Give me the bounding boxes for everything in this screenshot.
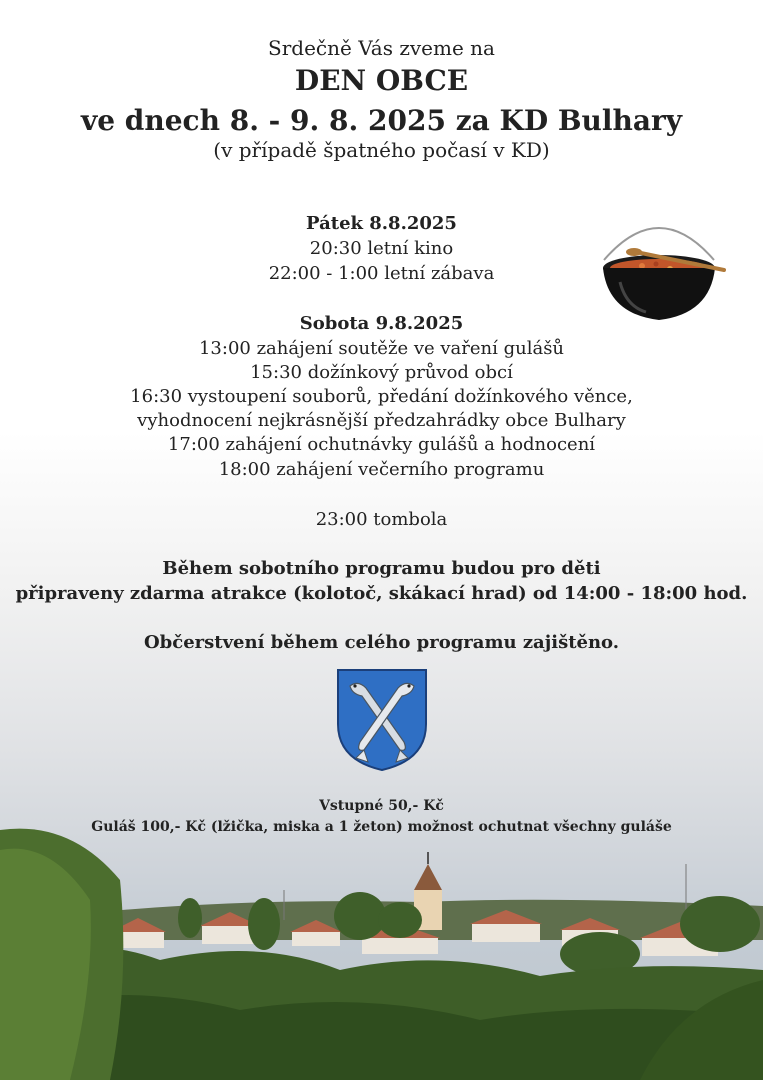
- refreshment-text: Občerstvení během celého programu zajištěno.: [143, 632, 620, 653]
- saturday-item: 15:30 dožínkový průvod obcí: [250, 362, 513, 383]
- village-landscape-image: [0, 820, 763, 1080]
- goulash-pot-icon: [590, 202, 728, 332]
- goulash-price: Guláš 100,- Kč (lžička, miska a 1 žeton) možnost ochutnat všechny guláše: [91, 819, 672, 835]
- saturday-item: 16:30 vystoupení souborů, předání dožínkového věnce,: [130, 386, 633, 407]
- event-title: DEN OBCE: [294, 64, 469, 97]
- saturday-heading: Sobota 9.8.2025: [299, 313, 464, 334]
- saturday-item-tombola: 23:00 tombola: [315, 509, 448, 530]
- kids-line-2: připraveny zdarma atrakce (kolotoč, skákací hrad) od 14:00 - 18:00 hod.: [15, 583, 748, 604]
- kids-line-1: Během sobotního programu budou pro děti: [162, 558, 601, 579]
- friday-item-kino: 20:30 letní kino: [309, 238, 454, 259]
- weather-note: (v případě špatného počasí v KD): [213, 138, 550, 162]
- entry-price: Vstupné 50,- Kč: [319, 798, 444, 814]
- saturday-item: vyhodnocení nejkrásnější předzahrádky obce Bulhary: [137, 410, 626, 431]
- intro-text: Srdečně Vás zveme na: [268, 36, 495, 60]
- saturday-item: 13:00 zahájení soutěže ve vaření gulášů: [198, 338, 565, 359]
- saturday-item: 17:00 zahájení ochutnávky gulášů a hodnocení: [167, 434, 596, 455]
- event-dates: ve dnech 8. - 9. 8. 2025 za KD Bulhary: [80, 104, 683, 137]
- friday-heading: Pátek 8.8.2025: [306, 213, 457, 234]
- saturday-item: 18:00 zahájení večerního programu: [218, 459, 545, 480]
- coat-of-arms-icon: [336, 668, 428, 772]
- friday-item-zabava: 22:00 - 1:00 letní zábava: [268, 263, 495, 284]
